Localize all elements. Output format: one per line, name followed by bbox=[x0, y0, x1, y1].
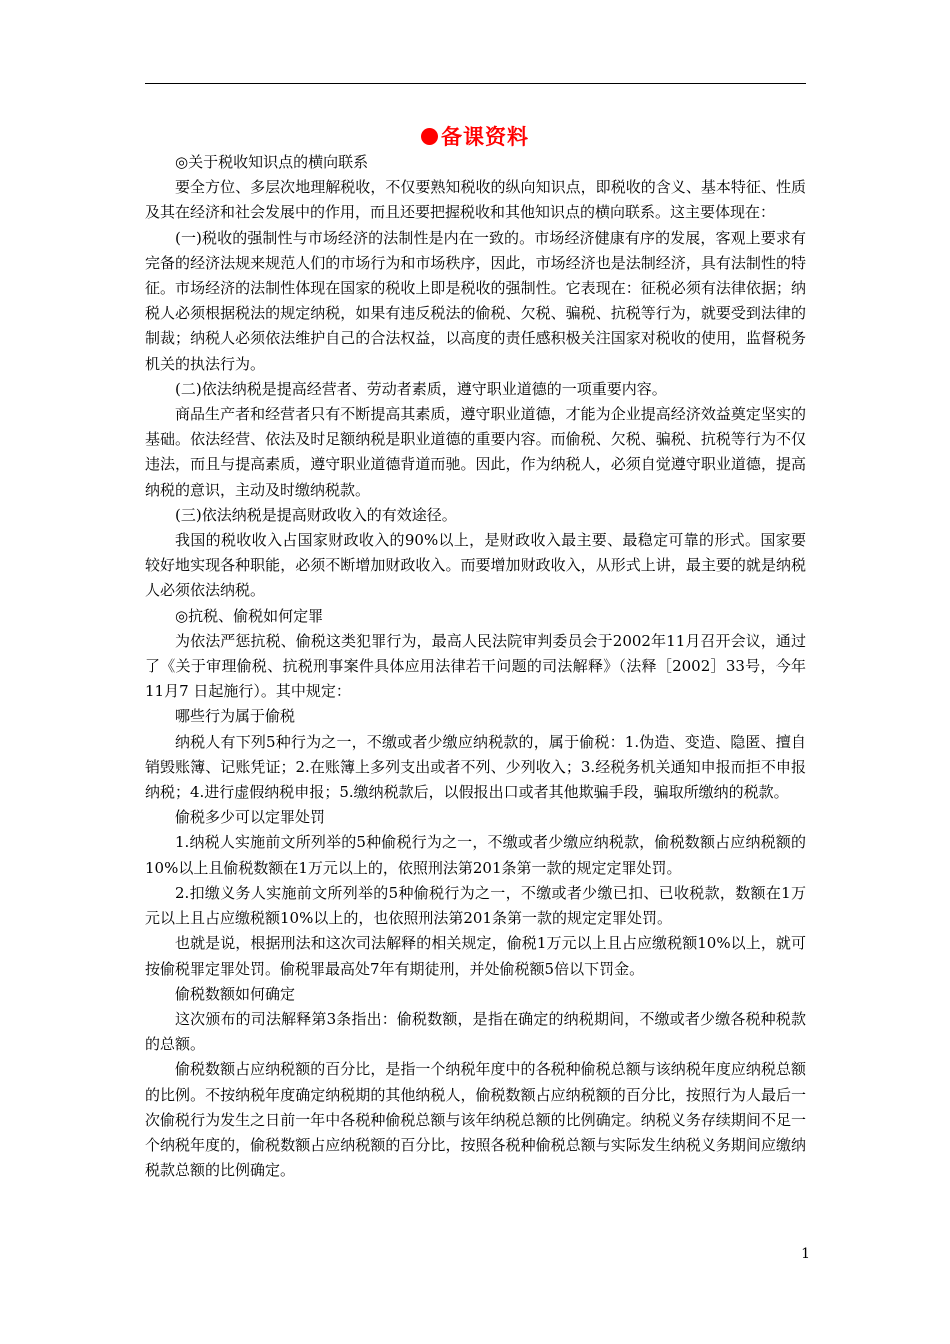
body-paragraph: 要全方位、多层次地理解税收，不仅要熟知税收的纵向知识点，即税收的含义、基本特征、性质及其在经济和社会发展中的作用，而且还要把握税收和其他知识点的横向联系。这主要体现在： bbox=[145, 178, 806, 222]
body-paragraph: 也就是说，根据刑法和这次司法解释的相关规定，偷税1万元以上且占应缴税额10%以上，就可按偷税罪定罪处罚。偷税罪最高处7年有期徒刑，并处偷税额5倍以下罚金。 bbox=[145, 934, 806, 978]
body-paragraph: 商品生产者和经营者只有不断提高其素质，遵守职业道德，才能为企业提高经济效益奠定坚实的基础。依法经营、依法及时足额纳税是职业道德的重要内容。而偷税、欠税、骗税、抗税等行为不仅违法，而且与提高素质，遵守职业道德背道而驰。因此，作为纳税人，必须自觉遵守职业道德，提高纳税的意识，主动及时缴纳税款。 bbox=[145, 405, 806, 499]
subsection-heading: 哪些行为属于偷税 bbox=[175, 707, 296, 726]
section-heading: ◎抗税、偷税如何定罪 bbox=[175, 606, 324, 625]
subsection-heading: 偷税多少可以定罪处罚 bbox=[175, 808, 326, 827]
body-paragraph: 2.扣缴义务人实施前文所列举的5种偷税行为之一，不缴或者少缴已扣、已收税款，数额在1万元以上且占应缴税额10%以上的，也依照刑法第201条第一款的规定定罪处罚。 bbox=[145, 883, 806, 928]
document-title-text: 备课资料 bbox=[441, 124, 529, 149]
document-title bbox=[0, 122, 950, 152]
body-paragraph: 我国的税收收入占国家财政收入的90%以上，是财政收入最主要、最稳定可靠的形式。国家要较好地实现各种职能，必须不断增加财政收入。而要增加财政收入，从形式上讲，最主要的就是纳税人必须依法纳税。 bbox=[145, 531, 806, 600]
document-body bbox=[145, 150, 806, 1183]
body-paragraph: 这次颁布的司法解释第3条指出：偷税数额，是指在确定的纳税期间，不缴或者少缴各税种税款的总额。 bbox=[145, 1009, 806, 1054]
body-paragraph: 1.纳税人实施前文所列举的5种偷税行为之一，不缴或者少缴应纳税款，偷税数额占应纳税额的10%以上且偷税数额在1万元以上的，依照刑法第201条第一款的规定定罪处罚。 bbox=[145, 833, 806, 877]
bullet-dot-icon bbox=[421, 128, 438, 145]
body-paragraph: 纳税人有下列5种行为之一，不缴或者少缴应纳税款的，属于偷税：1.伪造、变造、隐匿、擅自销毁账簿、记账凭证；2.在账簿上多列支出或者不列、少列收入；3.经税务机关通知申报而拒不申报纳税；4.进行虚假纳税申报；5.缴纳税款后，以假报出口或者其他欺骗手段，骗取所缴纳的税款。 bbox=[145, 732, 806, 802]
page-number: 1 bbox=[801, 1246, 810, 1262]
subsection-heading: (二)依法纳税是提高经营者、劳动者素质，遵守职业道德的一项重要内容。 bbox=[175, 379, 667, 398]
section-heading: ◎关于税收知识点的横向联系 bbox=[175, 153, 369, 171]
body-paragraph: 为依法严惩抗税、偷税这类犯罪行为，最高人民法院审判委员会于2002年11月召开会议，通过了《关于审理偷税、抗税刑事案件具体应用法律若干问题的司法解释》（法释［2002］33号，今年11月7 日起施行）。其中规定： bbox=[145, 631, 806, 701]
subsection-heading: 偷税数额如何确定 bbox=[175, 984, 296, 1003]
subsection-heading: (三)依法纳税是提高财政收入的有效途径。 bbox=[175, 505, 457, 524]
header-rule bbox=[145, 83, 806, 84]
body-paragraph: 偷税数额占应纳税额的百分比，是指一个纳税年度中的各税种偷税总额与该纳税年度应纳税总额的比例。不按纳税年度确定纳税期的其他纳税人，偷税数额占应纳税额的百分比，按照行为人最后一次偷税行为发生之日前一年中各税种偷税总额与该年纳税总额的比例确定。纳税义务存续期间不足一个纳税年度的，偷税数额占应纳税额的百分比，按照各税种偷税总额与实际发生纳税义务期间应缴纳税款总额的比例确定。 bbox=[145, 1060, 806, 1180]
body-paragraph: (一)税收的强制性与市场经济的法制性是内在一致的。市场经济健康有序的发展，客观上要求有完备的经济法规来规范人们的市场行为和市场秩序，因此，市场经济也是法制经济，具有法制性的特征。市场经济的法制性体现在国家的税收上即是税收的强制性。它表现在：征税必须有法律依据；纳税人必须根据税法的规定纳税，如果有违反税法的偷税、欠税、骗税、抗税等行为，就要受到法律的制裁；纳税人必须依法维护自己的合法权益，以高度的责任感积极关注国家对税收的使用，监督税务机关的执法行为。 bbox=[145, 228, 806, 373]
